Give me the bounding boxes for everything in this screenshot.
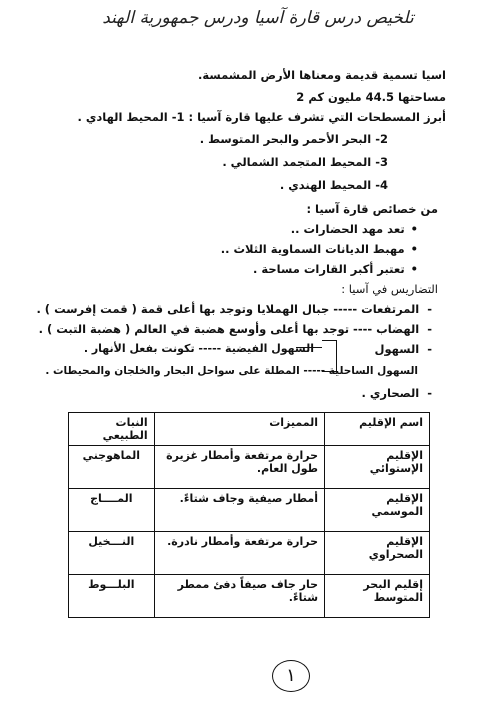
header-natural-plant: النبات الطبيعي — [69, 413, 155, 446]
plant-cell: النـــخيل — [69, 532, 155, 575]
climate-table — [68, 412, 430, 618]
table-header-row — [69, 413, 430, 446]
feature-item: • تعد مهد الحضارات .. — [291, 222, 418, 236]
water-body-item: 2- البحر الأحمر والبحر المتوسط . — [199, 132, 388, 146]
features-heading: من خصائص قارة آسيا : — [306, 202, 438, 216]
page-title: تلخيص درس قارة آسيا ودرس جمهورية الهند — [102, 8, 414, 28]
header-features: المميزات — [154, 413, 324, 446]
plant-cell: الماهوجني — [69, 446, 155, 489]
feature-item: • تعتبر أكبر القارات مساحة . — [253, 262, 418, 276]
terrain-deserts: - الصحاري . — [361, 386, 432, 400]
plant-cell: المــــاج — [69, 489, 155, 532]
features-cell: أمطار صيفية وجاف شتاءً. — [154, 489, 324, 532]
terrain-plateaus: - الهضاب ---- توجد بها أعلى وأوسع هضبة في العالم ( هضبة التبت ) . — [39, 322, 432, 336]
feature-item: • مهبط الديانات السماوية الثلاث .. — [221, 242, 418, 256]
plant-cell: البلـــوط — [69, 575, 155, 618]
flood-plains: السهول الفيضية ----- تكونت بفعل الأنهار . — [83, 342, 314, 355]
region-cell: الإقليم الصحراوي — [325, 532, 430, 575]
table-row — [69, 532, 430, 575]
table-row — [69, 446, 430, 489]
region-cell: إقليم البحر المتوسط — [325, 575, 430, 618]
water-body-item: 3- المحيط المتجمد الشمالي . — [222, 155, 388, 169]
region-cell: الإقليم الإستوائي — [325, 446, 430, 489]
features-cell: حار جاف صيفاً دفئ ممطر شتاءً. — [154, 575, 324, 618]
water-bodies-heading: أبرز المسطحات التي تشرف عليها قارة آسيا : 1- المحيط الهادي . — [77, 110, 446, 124]
table-row — [69, 489, 430, 532]
water-body-item: 4- المحيط الهندي . — [279, 178, 388, 192]
table-row — [69, 575, 430, 618]
page-number: ١ — [272, 660, 310, 692]
terrain-heading: التضاريس في آسيا : — [341, 282, 438, 296]
asia-area-line: مساحتها 44.5 مليون كم 2 — [296, 90, 446, 104]
asia-name-line: اسيا تسمية قديمة ومعناها الأرض المشمسة. — [198, 68, 446, 82]
region-cell: الإقليم الموسمي — [325, 489, 430, 532]
features-cell: حرارة مرتفعة وأمطار نادرة. — [154, 532, 324, 575]
terrain-plains-label: - السهول — [374, 342, 432, 356]
coastal-plains: السهول الساحلية ----- المطلة على سواحل البحار والخلجان والمحيطات . — [45, 365, 418, 377]
features-cell: حرارة مرتفعة وأمطار غزيرة طول العام. — [154, 446, 324, 489]
header-region-name: اسم الإقليم — [325, 413, 430, 446]
terrain-heights: - المرتفعات ----- جبال الهملايا وتوجد بها أعلى قمة ( قمت إفرست ) . — [36, 302, 432, 316]
